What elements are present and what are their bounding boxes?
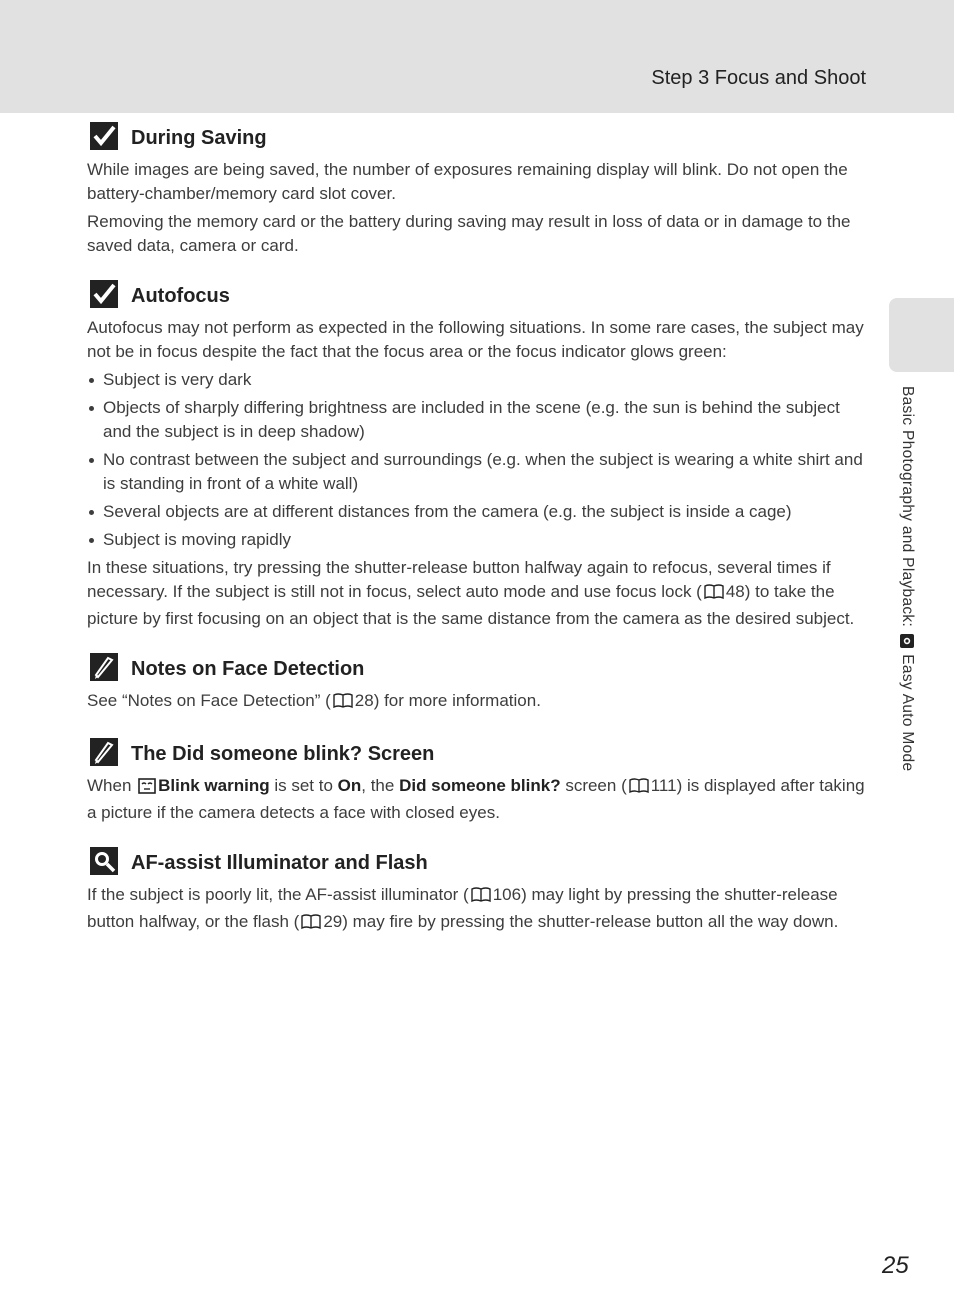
- page-header: [0, 0, 954, 113]
- section-title: Autofocus: [131, 285, 230, 307]
- check-icon: [89, 121, 119, 151]
- section-blink-heading: [87, 734, 865, 774]
- section-during-saving-heading: [87, 118, 865, 158]
- section-autofocus-heading: [87, 276, 865, 316]
- section-af-assist-heading: [87, 843, 865, 883]
- note-pencil-icon: [89, 737, 119, 767]
- paragraph: [87, 774, 865, 825]
- list-item: Subject is moving rapidly: [87, 528, 865, 552]
- paragraph: [87, 556, 865, 631]
- text: ) to take the picture by first focusing on an object that is the same distance from the camera as the desired subject.: [87, 582, 855, 628]
- list-item: No contrast between the subject and surroundings (e.g. when the subject is wearing a white shirt and is standing in front of a white wall): [87, 448, 865, 496]
- list-item: Several objects are at different distances from the camera (e.g. the subject is inside a cage): [87, 500, 865, 524]
- note-pencil-icon: [89, 652, 119, 682]
- easy-auto-camera-icon: [898, 632, 916, 650]
- page-number: 25: [882, 1252, 909, 1279]
- check-icon: [89, 279, 119, 309]
- book-ref-icon: [301, 913, 321, 937]
- setting-value: On: [337, 776, 362, 795]
- paragraph: Autofocus may not perform as expected in the following situations. In some rare cases, the subject may not be in focus despite the fact that the focus area or the focus indicator glows green:: [87, 318, 864, 361]
- page-ref: 111: [650, 776, 677, 795]
- blink-warning-icon: [138, 777, 156, 801]
- section-title: The Did someone blink? Screen: [131, 743, 435, 765]
- section-title: AF-assist Illuminator and Flash: [131, 852, 428, 874]
- book-ref-icon: [704, 583, 724, 607]
- page-content: [87, 118, 865, 941]
- book-ref-icon: [471, 886, 491, 910]
- text: screen (: [560, 776, 627, 795]
- text: ) is displayed after taking a picture if the camera detects a face with closed eyes.: [87, 776, 865, 822]
- section-title: During Saving: [131, 127, 267, 149]
- magnifier-info-icon: [89, 846, 119, 876]
- page-ref: 48: [725, 582, 745, 601]
- menu-option-name: Blink warning: [158, 776, 270, 795]
- text: ) for more information.: [373, 691, 541, 710]
- text: If the subject is poorly lit, the AF-assist illuminator (: [87, 885, 469, 904]
- book-ref-icon: [333, 692, 353, 716]
- text: , the: [361, 776, 400, 795]
- autofocus-bullet-list: [87, 368, 865, 552]
- list-item: Objects of sharply differing brightness are included in the scene (e.g. the sun is behind the subject and the subject is in deep shadow): [87, 396, 865, 444]
- text: ) may light by pressing the shutter-release button halfway, or the flash (: [87, 885, 838, 931]
- list-item: Subject is very dark: [87, 368, 865, 392]
- text: In these situations, try pressing the shutter-release button halfway again to refocus, several times if necessary. If the subject is still not in focus, select auto mode and use focus lock (: [87, 558, 831, 601]
- paragraph: [87, 883, 865, 937]
- header-title: Step 3 Focus and Shoot: [651, 67, 866, 89]
- text: ) may fire by pressing the shutter-release button all the way down.: [342, 912, 839, 931]
- side-tab-text-after: Easy Auto Mode: [899, 649, 916, 772]
- paragraph: While images are being saved, the number of exposures remaining display will blink. Do not open the battery-chamber/memory card slot cover.: [87, 160, 848, 203]
- paragraph: [87, 689, 865, 716]
- text: When: [87, 776, 137, 795]
- side-tab-text-before: Basic Photography and Playback:: [899, 386, 916, 632]
- page-ref: 28: [354, 691, 374, 710]
- side-tab-text: [898, 386, 916, 771]
- text: See “Notes on Face Detection” (: [87, 691, 331, 710]
- section-title: Notes on Face Detection: [131, 658, 365, 680]
- page-ref: 106: [492, 885, 522, 904]
- page-ref: 29: [323, 912, 343, 931]
- paragraph: Removing the memory card or the battery during saving may result in loss of data or in damage to the saved data, camera or card.: [87, 212, 851, 255]
- text: is set to: [269, 776, 338, 795]
- section-face-detection-heading: [87, 649, 865, 689]
- side-tab: [889, 298, 954, 372]
- book-ref-icon: [629, 777, 649, 801]
- screen-name: Did someone blink?: [399, 776, 561, 795]
